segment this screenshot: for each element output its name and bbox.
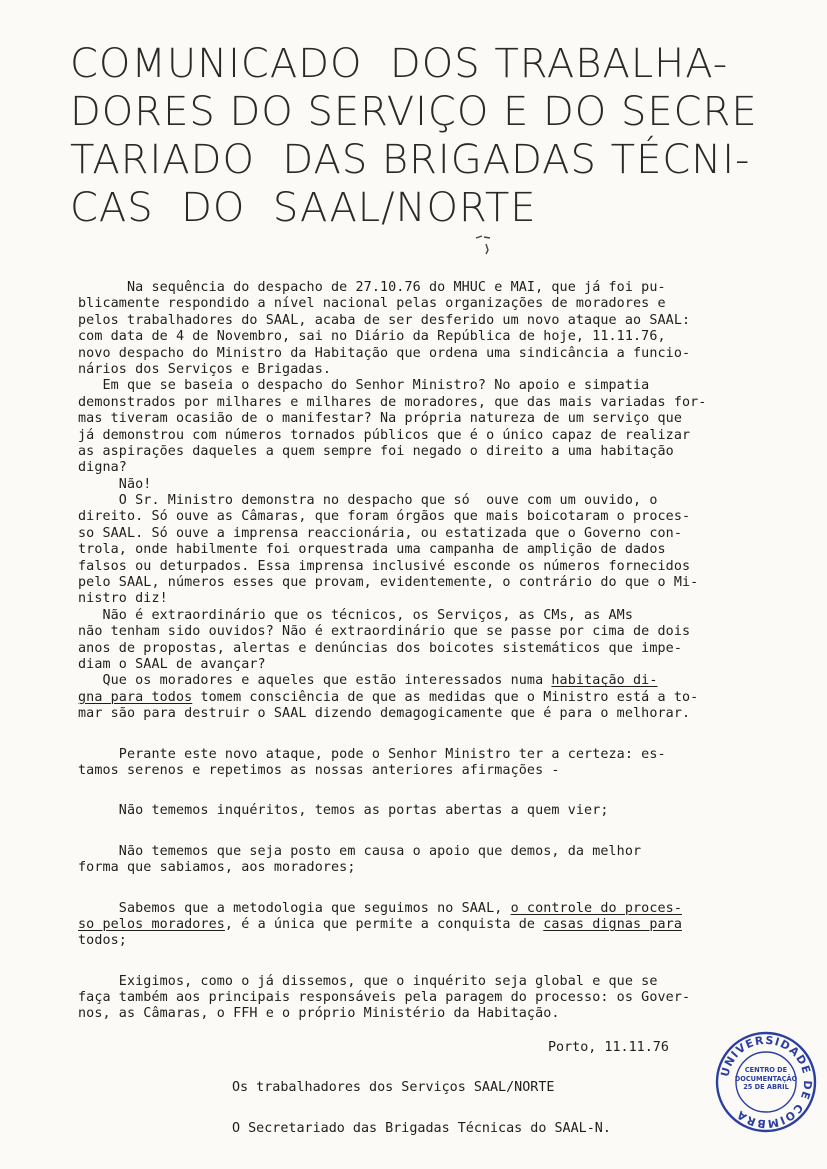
body-line: as aspirações daqueles a quem sempre foi negado o direito a uma habitação — [78, 443, 674, 459]
title-line: CAS DO SAAL/NORTE — [70, 185, 537, 231]
body-line: forma que sabiamos, aos moradores; — [78, 860, 356, 876]
stamp-center-text — [714, 1066, 818, 1092]
body-line: blicamente respondido a nível nacional pelas organizações de moradores e — [78, 296, 666, 312]
body-line — [78, 723, 806, 747]
body-line: Não tememos inquéritos, temos as portas abertas a quem vier; — [78, 803, 609, 819]
body-line: já demonstrou com números tornados públicos que é o único capaz de realizar — [78, 427, 691, 443]
title-line: TARIADO DAS BRIGADAS TÉCNI- — [70, 137, 751, 183]
body-line: direito. Só ouve as Câmaras, que foram órgãos que mais boicotaram o proces- — [78, 509, 691, 525]
body-line — [78, 820, 806, 844]
body-line: nários dos Serviços e Brigadas. — [78, 361, 332, 377]
title-line: COMUNICADO DOS TRABALHA- — [70, 41, 729, 87]
signature-date: Porto, 11.11.76 — [548, 1040, 669, 1055]
body-line: Não! — [78, 476, 152, 492]
body-line: tamos serenos e repetimos as nossas anteriores afirmações - — [78, 762, 560, 778]
body-line: anos de propostas, alertas e denúncias dos boicotes sistemáticos que impe- — [78, 640, 682, 656]
body-line: faça também aos principais responsáveis pela paragem do processo: os Gover- — [78, 990, 691, 1006]
body-line: pelos trabalhadores do SAAL, acaba de ser desferido um novo ataque ao SAAL: — [78, 312, 691, 328]
body-line: mas tiveram ocasião de o manifestar? Na própria natureza de um serviço que — [78, 411, 682, 427]
signature-line-secretariat: O Secretariado das Brigadas Técnicas do SAAL-N. — [232, 1121, 611, 1136]
stamp-line: DOCUMENTAÇÃO — [734, 1074, 798, 1083]
body-line: mar são para destruir o SAAL dizendo demagogicamente que é para o melhorar. — [78, 706, 691, 722]
body-line: Não é extraordinário que os técnicos, os Serviços, as CMs, as AMs — [78, 607, 634, 623]
body-line: pelo SAAL, números esses que provam, evidentemente, o contrário do que o Mi- — [78, 575, 699, 591]
title-line: DORES DO SERVIÇO E DO SECRE — [70, 89, 758, 135]
signature-line-workers: Os trabalhadores dos Serviços SAAL/NORTE — [232, 1080, 555, 1095]
body-line: O Sr. Ministro demonstra no despacho que só ouve com um ouvido, o — [78, 493, 658, 509]
document-title — [70, 40, 810, 232]
body-line: não tenham sido ouvidos? Não é extraordinário que se passe por cima de dois — [78, 624, 691, 640]
body-line: Não tememos que seja posto em causa o apoio que demos, da melhor — [78, 843, 642, 859]
body-line — [78, 779, 806, 803]
archive-stamp — [714, 1030, 818, 1134]
body-line — [78, 877, 806, 901]
body-line: novo despacho do Ministro da Habitação que ordena uma sindicância a funcio- — [78, 345, 691, 361]
body-line: falsos ou deturpados. Essa imprensa inclusivé esconde os números fornecidos — [78, 558, 691, 574]
body-line: diam o SAAL de avançar? — [78, 656, 266, 672]
body-line: todos; — [78, 933, 127, 949]
body-line: Em que se baseia o despacho do Senhor Ministro? No apoio e simpatia — [78, 378, 650, 394]
body-line: Que os moradores e aqueles que estão interessados numa habitação di- — [78, 673, 658, 689]
document-body — [78, 280, 806, 1023]
body-line: com data de 4 de Novembro, sai no Diário da República de hoje, 11.11.76, — [78, 329, 666, 345]
body-line: demonstrados por milhares e milhares de moradores, que das mais variadas for- — [78, 394, 707, 410]
body-line: Perante este novo ataque, pode o Senhor Ministro ter a certeza: es- — [78, 746, 666, 762]
body-line: Exigimos, como o já dissemos, que o inquérito seja global e que se — [78, 973, 658, 989]
stamp-line: CENTRO DE — [744, 1066, 788, 1074]
body-line: digna? — [78, 460, 127, 476]
body-line: Na sequência do despacho de 27.10.76 do MHUC e MAI, que já foi pu- — [78, 280, 666, 295]
body-line: gna para todos tomem consciência de que as medidas que o Ministro está a to- — [78, 689, 699, 705]
body-line: nos, as Câmaras, o FFH e o próprio Ministério da Habitação. — [78, 1006, 560, 1022]
body-line: so SAAL. Só ouve a imprensa reaccionária, ou estatizada que o Governo con- — [78, 525, 682, 541]
stamp-line: 25 DE ABRIL — [743, 1083, 789, 1091]
svg-text:UNIVERSIDADE DE COIMBRA: UNIVERSIDADE DE COIMBRA — [718, 1033, 815, 1131]
ink-smudge — [470, 232, 500, 258]
body-line: so pelos moradores, é a única que permite a conquista de casas dignas para — [78, 916, 682, 932]
body-line: Sabemos que a metodologia que seguimos no SAAL, o controle do proces- — [78, 900, 682, 916]
body-line: trola, onde habilmente foi orquestrada uma campanha de amplição de dados — [78, 542, 666, 558]
body-line: nistro diz! — [78, 591, 168, 607]
body-line — [78, 950, 806, 974]
